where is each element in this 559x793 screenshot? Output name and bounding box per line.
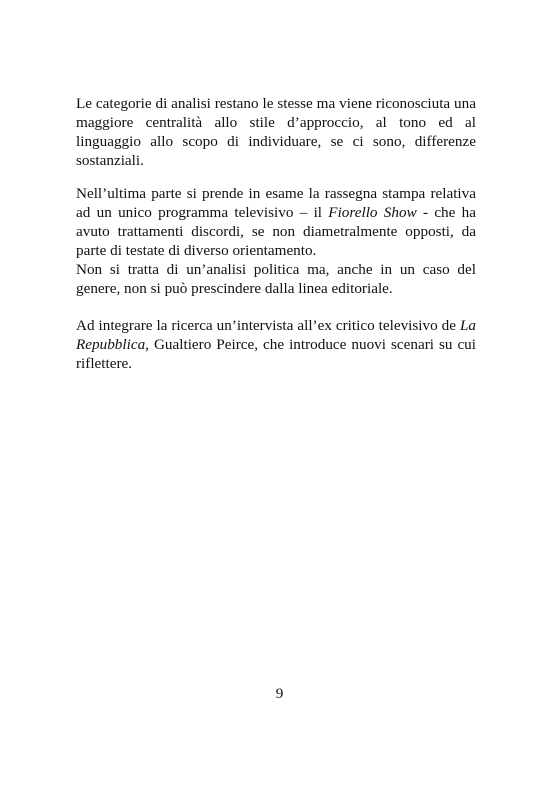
paragraph-analysis-categories bbox=[76, 94, 476, 170]
paragraph-text-end: Gualtiero Peirce, che introduce nuovi scenari su cui riflettere. bbox=[76, 336, 476, 373]
paragraph-text: Le categorie di analisi restano le stesse ma viene riconosciuta una maggiore centralità allo stile d’approccio, al tono ed al linguaggio allo scopo di individuare, se ci sono, differenze sostanziali. bbox=[76, 95, 476, 170]
paragraph-interview bbox=[76, 316, 476, 373]
paragraph-text bbox=[76, 184, 476, 260]
paragraph-text-end: - che ha avuto trattamenti discordi, se non diametralmente opposti, da parte di testate di diverso orientamento. bbox=[76, 204, 477, 260]
page-number: 9 bbox=[275, 685, 284, 702]
program-title: Fiorello Show bbox=[328, 204, 417, 222]
paragraph-text: Non si tratta di un’analisi politica ma, anche in un caso del genere, non si può prescindere dalla linea editoriale. bbox=[76, 261, 476, 298]
paragraph-text-start: Nell’ultima parte si prende in esame la rassegna stampa relativa ad un unico programma televisivo – il bbox=[76, 185, 476, 222]
paragraph-political-note bbox=[76, 260, 476, 298]
paragraph-text bbox=[76, 316, 476, 373]
newspaper-title: La Repubblica, bbox=[76, 317, 476, 354]
paragraph-text-start: Ad integrare la ricerca un’intervista all’ex critico televisivo de bbox=[76, 317, 460, 334]
paragraph-press-review bbox=[76, 184, 476, 260]
